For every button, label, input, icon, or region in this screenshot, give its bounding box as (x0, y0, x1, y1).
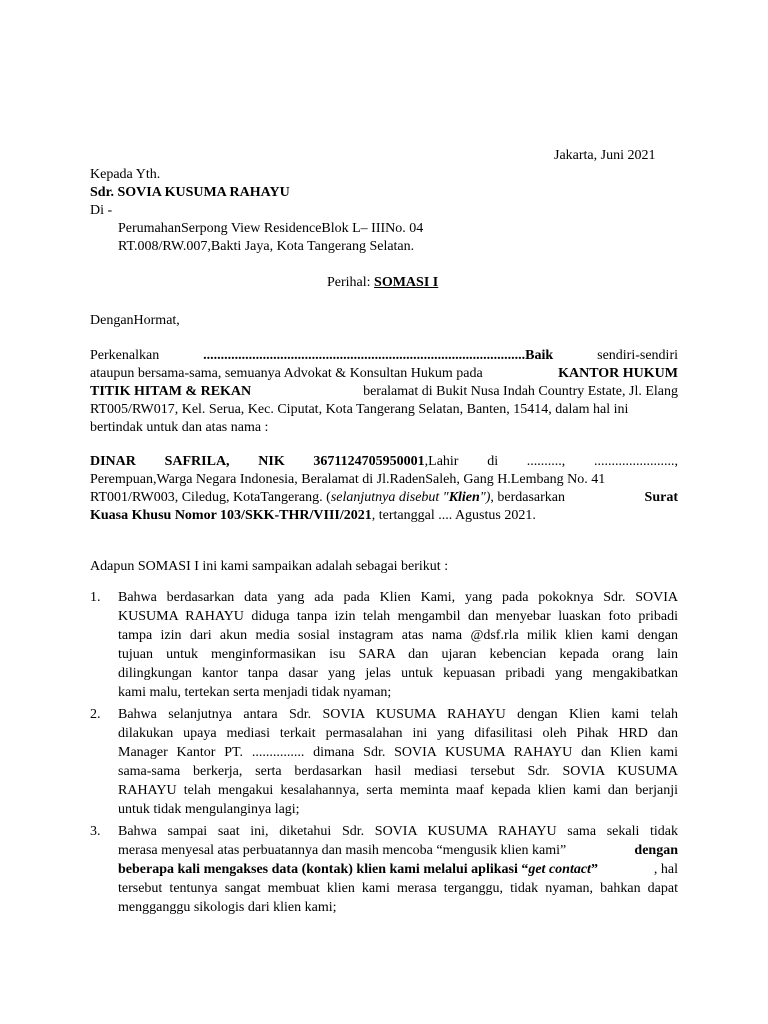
intro-line2 (90, 364, 678, 383)
point-number: 1. (90, 590, 101, 605)
client-line1 (90, 452, 678, 471)
client-nik-label: NIK (258, 454, 285, 469)
point-3-bold: ” (590, 862, 598, 877)
point-1-line: dilingkungan kantor tanpa dasar yang jelas untuk kepuasan pribadi yang mengakibatkan (118, 666, 678, 681)
point-2-line: Bahwa selanjutnya antara Sdr. SOVIA KUSUMA RAHAYU dengan Klien kami telah (118, 707, 678, 722)
point-number: 3. (90, 824, 101, 839)
recipient-address-line2: RT.008/RW.007,Bakti Jaya, Kota Tangerang Selatan. (118, 239, 415, 254)
client-surat: Surat (644, 490, 678, 505)
point-2-line: dilakukan upaya mediasi terkait permasalahan ini yang difasilitasi oleh Pihak HRD dan (118, 726, 678, 741)
get-contact-app: get contact (528, 862, 591, 877)
intro-word: Perkenalkan (90, 348, 160, 363)
intro-dots: ............................................................................................Baik (203, 348, 554, 363)
client-lahir: ,Lahir (424, 454, 459, 469)
client-name: DINAR (90, 454, 136, 469)
point-2 (118, 705, 678, 819)
point-2-line: Manager Kantor PT. ............... dimana Sdr. SOVIA KUSUMA RAHAYU dan Klien kami (118, 745, 678, 760)
point-1-line: Bahwa berdasarkan data yang ada pada Klien Kami, yang pada pokoknya Sdr. SOVIA (118, 590, 678, 605)
client-klien: Klien (448, 490, 480, 505)
client-line3 (90, 488, 678, 507)
greeting: DenganHormat, (90, 313, 180, 328)
point-2-line: sama-sama berkerja, serta berdasarkan hasil mediasi tersebut Sdr. SOVIA KUSUMA (118, 764, 678, 779)
point-3-line: mengganggu sikologis dari klien kami; (118, 900, 337, 915)
client-line2: Perempuan,Warga Negara Indonesia, Beralamat di Jl.RadenSaleh, Gang H.Lembang No. 41 (90, 472, 606, 487)
client-dots: .........., (526, 454, 566, 469)
point-3-line (118, 860, 678, 879)
point-3 (118, 822, 678, 917)
intro-line3 (90, 382, 678, 401)
intro-word: sendiri-sendiri (597, 348, 678, 363)
point-3-bold: dengan (634, 843, 678, 858)
client-name: SAFRILA, (164, 454, 230, 469)
client-di: di (487, 454, 499, 469)
point-3-line: Bahwa sampai saat ini, diketahui Sdr. SOVIA KUSUMA RAHAYU sama sekali tidak (118, 824, 678, 839)
client-dots: ......................., (593, 454, 678, 469)
point-2-line: RAHAYU telah mengakui kesalahannya, serta meminta maaf kepada klien kami dan berjanji (118, 783, 678, 798)
firm-name-part1: KANTOR HUKUM (558, 366, 678, 381)
client-text: ") (479, 490, 491, 505)
intro-text: ataupun bersama-sama, semuanya Advokat & Konsultan Hukum pada (90, 366, 483, 381)
point-3-bold: beberapa kali mengakses data (kontak) klien kami melalui aplikasi “ (118, 862, 529, 877)
letter-date: Jakarta, Juni 2021 (554, 148, 656, 163)
recipient-name: Sdr. SOVIA KUSUMA RAHAYU (90, 185, 290, 200)
power-of-attorney-number: Kuasa Khusu Nomor 103/SKK-THR/VIII/2021 (90, 508, 372, 523)
point-number: 2. (90, 707, 101, 722)
recipient-di: Di - (90, 203, 113, 218)
subject-value: SOMASI I (374, 275, 439, 290)
adapun-line: Adapun SOMASI I ini kami sampaikan adalah sebagai berikut : (90, 559, 449, 574)
client-text: selanjutnya disebut " (330, 490, 449, 505)
subject-line (327, 273, 438, 292)
point-3-line: tersebut tentunya sangat membuat klien kami merasa terganggu, tidak nyaman, bahkan dapat (118, 881, 678, 896)
point-1-line: tujuan untuk menginformasikan isu SARA dan ujaran kebencian kepada orang lain (118, 647, 678, 662)
point-1-line: tampa izin dari akun media sosial instagram atas nama @dsf.rla milik klien kami dengan (118, 628, 678, 643)
client-nik: 3671124705950001 (313, 454, 425, 469)
client-line4 (90, 506, 536, 525)
recipient-address-line1: PerumahanSerpong View ResidenceBlok L– IIINo. 04 (118, 221, 424, 236)
recipient-kepada: Kepada Yth. (90, 167, 161, 182)
point-1-line: KUSUMA RAHAYU diduga tanpa izin telah mengambil dan menyebar luaskan foto pribadi (118, 609, 678, 624)
point-3-text: merasa menyesal atas perbuatannya dan masih mencoba “mengusik klien kami” (118, 843, 567, 858)
intro-line1 (90, 346, 678, 365)
point-1-line: kami malu, tertekan serta menjadi tidak nyaman; (118, 685, 392, 700)
point-2-line: untuk tidak mengulanginya lagi; (118, 802, 300, 817)
intro-line4: RT005/RW017, Kel. Serua, Kec. Ciputat, Kota Tangerang Selatan, Banten, 15414, dalam hal ini (90, 402, 629, 417)
intro-line5: bertindak untuk dan atas nama : (90, 420, 269, 435)
subject-label: Perihal: (327, 275, 375, 290)
intro-text: beralamat di Bukit Nusa Indah Country Estate, Jl. Elang (363, 384, 678, 399)
client-text: RT001/RW003, Ciledug, KotaTangerang. ( (90, 490, 331, 505)
point-1 (118, 588, 678, 702)
client-text: , berdasarkan (490, 490, 565, 505)
client-text: , tertanggal .... Agustus 2021. (371, 508, 536, 523)
point-3-text: , hal (653, 862, 678, 877)
firm-name-part2: TITIK HITAM & REKAN (90, 384, 252, 399)
point-3-line (118, 841, 678, 860)
